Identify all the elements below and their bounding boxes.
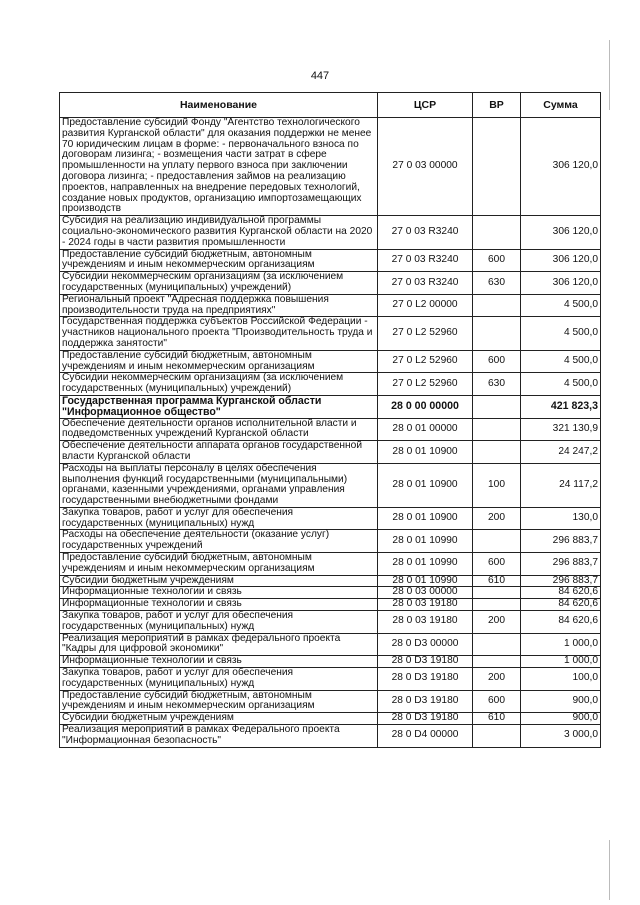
row-csr-cell: 28 0 D3 19180 — [378, 656, 473, 668]
row-vr-cell: 600 — [473, 690, 521, 713]
row-csr-cell: 28 0 01 00000 — [378, 418, 473, 441]
row-vr-cell: 610 — [473, 713, 521, 725]
scan-edge-mark — [609, 40, 610, 110]
table-row — [60, 373, 601, 396]
row-vr-cell: 630 — [473, 373, 521, 396]
row-name-cell: Предоставление субсидий бюджетным, автономным учреждениям и иным некоммерческим организациям — [60, 690, 378, 713]
table-row — [60, 587, 601, 599]
table-row — [60, 599, 601, 611]
row-sum-cell: 100,0 — [521, 668, 601, 691]
row-name-cell: Предоставление субсидий Фонду "Агентство технологического развития Курганской области" для оказания поддержки не менее 70 юридическим лицам в форме: - первоначального взноса по договорам лизинга; - возмещения части затрат в сфере промышленности на уплату первого взноса при заключении договора лизинга; - предоставления займов на реализацию проектов, направленных на внедрение передовых технологий, создание новых продуктов, организацию импортозамещающих производств — [60, 118, 378, 216]
table-body — [60, 118, 601, 748]
row-name-cell: Государственная поддержка субъектов Российской Федерации - участников национального проекта "Производительность труда и поддержка занятости" — [60, 317, 378, 350]
row-sum-cell: 1 000,0 — [521, 633, 601, 656]
row-vr-cell — [473, 633, 521, 656]
scan-edge-mark-bottom — [609, 840, 610, 900]
row-csr-cell: 28 0 01 10990 — [378, 553, 473, 576]
row-vr-cell: 200 — [473, 611, 521, 634]
row-csr-cell: 27 0 03 R3240 — [378, 272, 473, 295]
row-name-cell: Субсидии некоммерческим организациям (за исключением государственных (муниципальных) учреждений) — [60, 272, 378, 295]
row-name-cell: Субсидии бюджетным учреждениям — [60, 713, 378, 725]
table-row — [60, 725, 601, 748]
table-row — [60, 713, 601, 725]
row-sum-cell: 84 620,6 — [521, 599, 601, 611]
table-row — [60, 118, 601, 216]
row-name-cell: Обеспечение деятельности органов исполнительной власти и подведомственных учреждений Курганской области — [60, 418, 378, 441]
table-row — [60, 249, 601, 272]
row-csr-cell: 27 0 03 R3240 — [378, 249, 473, 272]
row-sum-cell: 4 500,0 — [521, 350, 601, 373]
table-row — [60, 418, 601, 441]
table-row — [60, 463, 601, 507]
table-row — [60, 611, 601, 634]
row-vr-cell — [473, 317, 521, 350]
table-row — [60, 441, 601, 464]
row-sum-cell: 306 120,0 — [521, 216, 601, 249]
row-vr-cell — [473, 418, 521, 441]
row-sum-cell: 296 883,7 — [521, 553, 601, 576]
row-name-cell: Субсидии некоммерческим организациям (за исключением государственных (муниципальных) учреждений) — [60, 373, 378, 396]
row-sum-cell: 306 120,0 — [521, 249, 601, 272]
row-vr-cell — [473, 656, 521, 668]
row-vr-cell — [473, 530, 521, 553]
row-name-cell: Закупка товаров, работ и услуг для обеспечения государственных (муниципальных) нужд — [60, 611, 378, 634]
row-csr-cell: 28 0 01 10990 — [378, 530, 473, 553]
row-name-cell: Информационные технологии и связь — [60, 587, 378, 599]
row-sum-cell: 296 883,7 — [521, 575, 601, 587]
row-vr-cell: 200 — [473, 668, 521, 691]
row-sum-cell: 84 620,6 — [521, 587, 601, 599]
table-row — [60, 272, 601, 295]
row-sum-cell: 4 500,0 — [521, 373, 601, 396]
row-csr-cell: 28 0 01 10900 — [378, 507, 473, 530]
row-name-cell: Субсидия на реализацию индивидуальной программы социально-экономического развития Курганской области на 2020 - 2024 годы в части развития промышленности — [60, 216, 378, 249]
row-vr-cell — [473, 294, 521, 317]
row-csr-cell: 28 0 00 00000 — [378, 395, 473, 418]
row-vr-cell — [473, 725, 521, 748]
row-vr-cell: 100 — [473, 463, 521, 507]
row-sum-cell: 84 620,6 — [521, 611, 601, 634]
table-row — [60, 553, 601, 576]
row-sum-cell: 900,0 — [521, 713, 601, 725]
row-name-cell: Расходы на выплаты персоналу в целях обеспечения выполнения функций государственными (муниципальными) органами, казенными учреждениями, органами управления государственными внебюджетными фондами — [60, 463, 378, 507]
row-sum-cell: 306 120,0 — [521, 272, 601, 295]
row-name-cell: Закупка товаров, работ и услуг для обеспечения государственных (муниципальных) нужд — [60, 507, 378, 530]
row-vr-cell: 600 — [473, 553, 521, 576]
row-name-cell: Государственная программа Курганской области "Информационное общество" — [60, 395, 378, 418]
table-row — [60, 633, 601, 656]
row-vr-cell — [473, 441, 521, 464]
page-number: 447 — [310, 70, 330, 82]
row-csr-cell: 28 0 D3 19180 — [378, 690, 473, 713]
row-csr-cell: 28 0 01 10990 — [378, 575, 473, 587]
row-vr-cell — [473, 118, 521, 216]
row-csr-cell: 28 0 D4 00000 — [378, 725, 473, 748]
row-vr-cell: 600 — [473, 350, 521, 373]
row-vr-cell — [473, 216, 521, 249]
table-row — [60, 317, 601, 350]
row-vr-cell: 600 — [473, 249, 521, 272]
row-name-cell: Предоставление субсидий бюджетным, автономным учреждениям и иным некоммерческим организациям — [60, 350, 378, 373]
row-vr-cell: 200 — [473, 507, 521, 530]
table-row — [60, 507, 601, 530]
row-sum-cell: 4 500,0 — [521, 294, 601, 317]
row-csr-cell: 28 0 D3 19180 — [378, 713, 473, 725]
header-csr: ЦСР — [378, 93, 473, 118]
row-sum-cell: 321 130,9 — [521, 418, 601, 441]
row-name-cell: Расходы на обеспечение деятельности (оказание услуг) государственных учреждений — [60, 530, 378, 553]
row-csr-cell: 28 0 D3 00000 — [378, 633, 473, 656]
header-sum: Сумма — [521, 93, 601, 118]
row-csr-cell: 27 0 03 R3240 — [378, 216, 473, 249]
table-row — [60, 350, 601, 373]
row-csr-cell: 28 0 03 19180 — [378, 599, 473, 611]
row-sum-cell: 296 883,7 — [521, 530, 601, 553]
row-csr-cell: 27 0 L2 52960 — [378, 350, 473, 373]
row-sum-cell: 3 000,0 — [521, 725, 601, 748]
row-sum-cell: 4 500,0 — [521, 317, 601, 350]
row-sum-cell: 306 120,0 — [521, 118, 601, 216]
row-sum-cell: 1 000,0 — [521, 656, 601, 668]
row-name-cell: Реализация мероприятий в рамках Федерального проекта "Информационная безопасность" — [60, 725, 378, 748]
table-row — [60, 530, 601, 553]
row-csr-cell: 27 0 L2 52960 — [378, 317, 473, 350]
row-sum-cell: 421 823,3 — [521, 395, 601, 418]
row-csr-cell: 28 0 03 00000 — [378, 587, 473, 599]
row-name-cell: Реализация мероприятий в рамках федерального проекта "Кадры для цифровой экономики" — [60, 633, 378, 656]
row-vr-cell: 610 — [473, 575, 521, 587]
row-sum-cell: 900,0 — [521, 690, 601, 713]
table-row — [60, 690, 601, 713]
row-name-cell: Региональный проект "Адресная поддержка повышения производительности труда на предприятиях" — [60, 294, 378, 317]
row-csr-cell: 28 0 03 19180 — [378, 611, 473, 634]
row-vr-cell — [473, 587, 521, 599]
row-csr-cell: 27 0 03 00000 — [378, 118, 473, 216]
row-csr-cell: 27 0 L2 52960 — [378, 373, 473, 396]
row-csr-cell: 28 0 01 10900 — [378, 463, 473, 507]
table-row — [60, 216, 601, 249]
row-csr-cell: 27 0 L2 00000 — [378, 294, 473, 317]
row-name-cell: Информационные технологии и связь — [60, 656, 378, 668]
row-name-cell: Закупка товаров, работ и услуг для обеспечения государственных (муниципальных) нужд — [60, 668, 378, 691]
row-vr-cell — [473, 395, 521, 418]
row-vr-cell: 630 — [473, 272, 521, 295]
row-name-cell: Субсидии бюджетным учреждениям — [60, 575, 378, 587]
row-csr-cell: 28 0 D3 19180 — [378, 668, 473, 691]
header-name: Наименование — [60, 93, 378, 118]
row-sum-cell: 24 247,2 — [521, 441, 601, 464]
table-header — [60, 93, 601, 118]
row-sum-cell: 24 117,2 — [521, 463, 601, 507]
row-csr-cell: 28 0 01 10900 — [378, 441, 473, 464]
row-name-cell: Информационные технологии и связь — [60, 599, 378, 611]
table-row — [60, 668, 601, 691]
table-row — [60, 656, 601, 668]
row-name-cell: Предоставление субсидий бюджетным, автономным учреждениям и иным некоммерческим организациям — [60, 249, 378, 272]
row-sum-cell: 130,0 — [521, 507, 601, 530]
header-row — [60, 93, 601, 118]
row-name-cell: Обеспечение деятельности аппарата органов государственной власти Курганской области — [60, 441, 378, 464]
table-row — [60, 294, 601, 317]
row-name-cell: Предоставление субсидий бюджетным, автономным учреждениям и иным некоммерческим организациям — [60, 553, 378, 576]
header-vr: ВР — [473, 93, 521, 118]
budget-table — [59, 92, 601, 748]
table-row — [60, 395, 601, 418]
row-vr-cell — [473, 599, 521, 611]
